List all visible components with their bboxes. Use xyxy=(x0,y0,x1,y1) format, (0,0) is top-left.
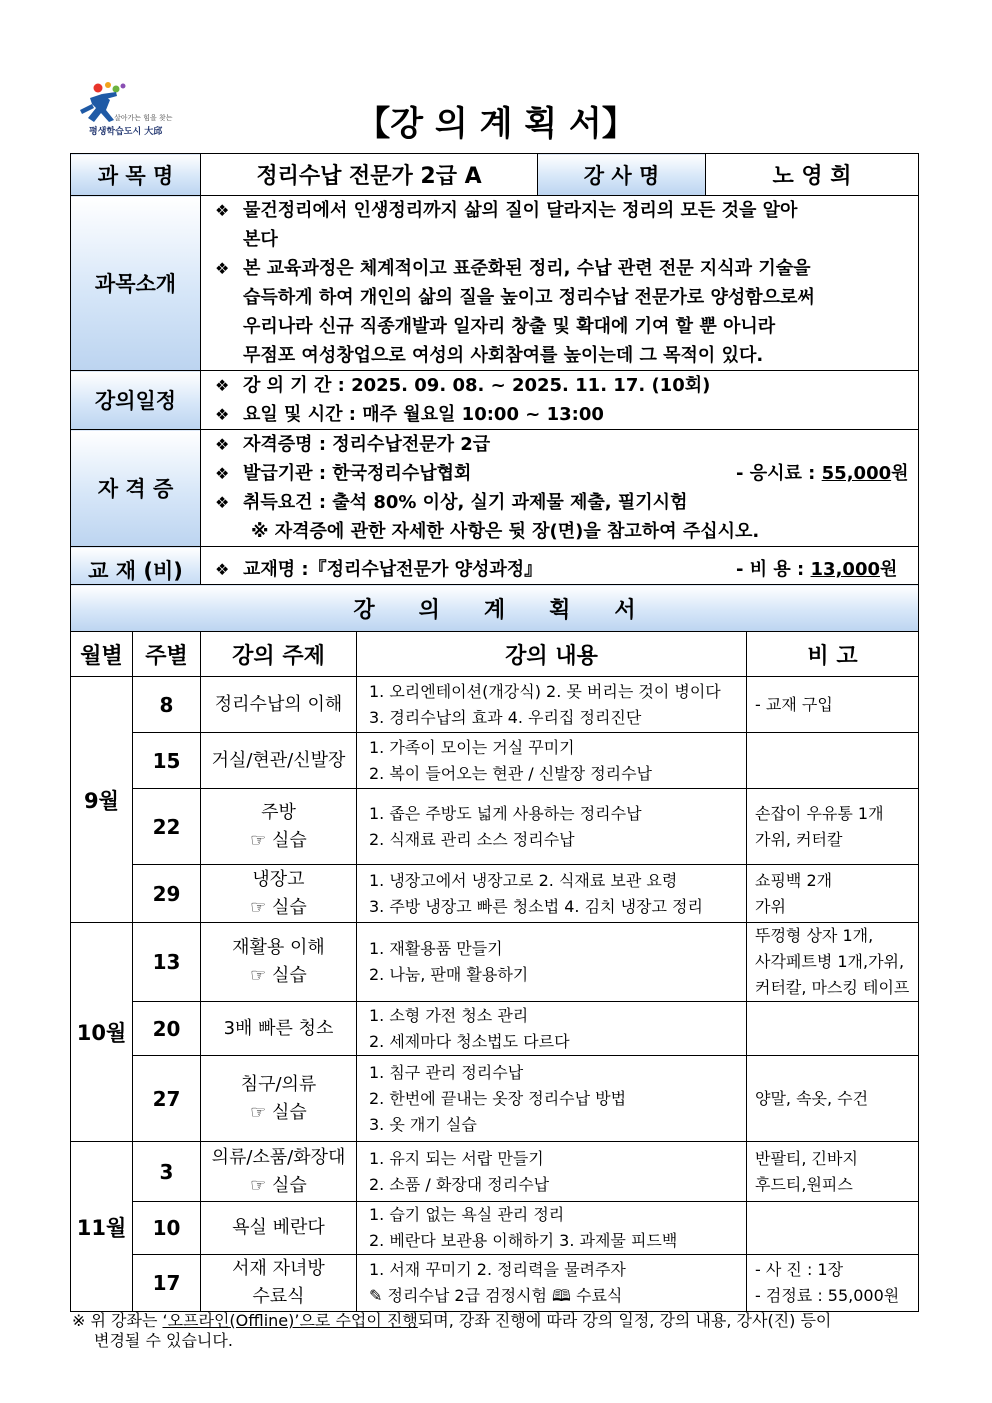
instructor-label: 강 사 명 xyxy=(538,154,706,196)
topic-cell xyxy=(201,865,357,923)
note-cell xyxy=(747,1056,919,1142)
note-line: 양말, 속옷, 수건 xyxy=(755,1088,869,1108)
content-line: 1. 냉장고에서 냉장고로 2. 식재료 보관 요령 xyxy=(369,870,678,890)
note-line: 후드티,원피스 xyxy=(755,1174,853,1194)
week-cell: 13 xyxy=(133,923,201,1002)
intro-line: 습득하게 하여 개인의 삶의 질을 높이고 정리수납 전문가로 양성함으로써 xyxy=(243,287,815,308)
topic-line: 냉장고 xyxy=(252,868,305,890)
content-line: 2. 베란다 보관용 이해하기 3. 과제물 피드백 xyxy=(369,1231,678,1250)
note-line: 커터칼, 마스킹 테이프 xyxy=(755,978,910,997)
plan-body xyxy=(71,677,919,1312)
week-cell: 10 xyxy=(133,1202,201,1255)
content-line: ✎ 정리수납 2급 검정시험 🕮 수료식 xyxy=(369,1286,623,1305)
content-line: 1. 좁은 주방도 넓게 사용하는 정리수납 xyxy=(369,803,642,823)
week-cell: 8 xyxy=(133,677,201,733)
table-row xyxy=(71,1255,919,1312)
instructor-value: 노 영 희 xyxy=(706,154,919,196)
logo-name: 평생학습도시 大邱 xyxy=(89,127,163,137)
intro-line: 무점포 여성창업으로 여성의 사회참여를 높이는데 그 목적이 있다. xyxy=(243,345,764,366)
note-cell xyxy=(747,1202,919,1255)
plan-table xyxy=(70,584,919,1312)
month-cell: 10월 xyxy=(71,923,133,1142)
content-line: 3. 경리수납의 효과 4. 우리집 정리진단 xyxy=(369,707,642,727)
cert-line: ❖ 자격증명 : 정리수납전문가 2급 xyxy=(215,434,491,455)
note-line: 가위 xyxy=(755,896,786,916)
table-row xyxy=(71,1002,919,1056)
table-row xyxy=(71,923,919,1002)
cert-line: ❖ 취득요건 : 출석 80% 이상, 실기 과제물 제출, 필기시험 xyxy=(215,492,688,513)
week-cell: 22 xyxy=(133,789,201,865)
content-line: 1. 가족이 모이는 거실 꾸미기 xyxy=(369,737,575,757)
content-line: 2. 복이 들어오는 현관 / 신발장 정리수납 xyxy=(369,763,653,783)
table-row xyxy=(71,789,919,865)
content-cell xyxy=(357,677,747,733)
table-row xyxy=(71,865,919,923)
topic-line: 3배 빠른 청소 xyxy=(223,1017,334,1039)
topic-line: ☞ 실습 xyxy=(250,896,307,918)
intro-line: ❖ 본 교육과정은 체계적이고 표준화된 정리, 수납 관련 전문 지식과 기술을 xyxy=(215,258,811,279)
table-row xyxy=(71,1202,919,1255)
note-cell xyxy=(747,1142,919,1202)
topic-line: 욕실 베란다 xyxy=(232,1217,325,1238)
content-line: 2. 식재료 관리 소스 정리수납 xyxy=(369,829,575,849)
topic-cell xyxy=(201,733,357,789)
note-line: - 검정료 : 55,000원 xyxy=(755,1286,900,1305)
table-row xyxy=(71,1056,919,1142)
note-cell xyxy=(747,923,919,1002)
content-cell xyxy=(357,1002,747,1056)
content-cell xyxy=(357,1142,747,1202)
content-cell xyxy=(357,923,747,1002)
topic-line: 수료식 xyxy=(252,1286,305,1307)
note-line: - 교재 구입 xyxy=(755,694,833,714)
topic-line: ☞ 실습 xyxy=(250,1101,307,1123)
topic-cell xyxy=(201,1255,357,1312)
week-cell: 29 xyxy=(133,865,201,923)
topic-line: 서재 자녀방 xyxy=(232,1258,325,1279)
topic-cell xyxy=(201,1142,357,1202)
cert-note: ※ 자격증에 관한 자세한 사항은 뒷 장(면)을 참고하여 주십시오. xyxy=(251,521,760,542)
topic-cell xyxy=(201,789,357,865)
table-row xyxy=(71,733,919,789)
note-line: 사각페트병 1개,가위, xyxy=(755,952,905,971)
content-line: 1. 소형 가전 청소 관리 xyxy=(369,1005,529,1025)
content-line: 1. 유지 되는 서랍 만들기 xyxy=(369,1148,544,1168)
topic-line: 재활용 이해 xyxy=(232,937,325,958)
topic-line: 정리수납의 이해 xyxy=(214,693,343,715)
month-cell: 9월 xyxy=(71,677,133,923)
schedule-line: ❖ 강 의 기 간 : 2025. 09. 08. ~ 2025. 11. 17. (10회) xyxy=(215,375,711,396)
topic-cell xyxy=(201,1056,357,1142)
schedule-content xyxy=(201,371,919,430)
topic-cell xyxy=(201,1202,357,1255)
cert-content xyxy=(201,430,919,547)
content-line: 1. 습기 없는 욕실 관리 정리 xyxy=(369,1205,565,1224)
header-topic: 강의 주제 xyxy=(201,632,357,677)
header-week: 주별 xyxy=(133,632,201,677)
content-line: 1. 오리엔테이션(개강식) 2. 못 버리는 것이 병이다 xyxy=(369,681,721,701)
textbook-line: ❖ 교재명 :『정리수납전문가 양성과정』 - 비 용 : 13,000원 xyxy=(201,555,918,584)
page-title: 【강 의 계 획 서】 xyxy=(356,104,636,144)
note-cell xyxy=(747,677,919,733)
textbook-fee: - 비 용 : 13,000원 xyxy=(736,559,898,580)
content-line: 3. 옷 개기 실습 xyxy=(369,1114,477,1134)
note-cell xyxy=(747,865,919,923)
week-cell: 27 xyxy=(133,1056,201,1142)
intro-content xyxy=(201,196,919,371)
textbook-label: 교 재 (비) xyxy=(71,547,201,593)
intro-line: 우리나라 신규 직종개발과 일자리 창출 및 확대에 기여 할 뿐 아니라 xyxy=(243,316,776,337)
intro-line: ❖ 물건정리에서 인생정리까지 삶의 질이 달라지는 정리의 모든 것을 알아 xyxy=(215,200,798,221)
topic-line: 의류/소품/화장대 xyxy=(211,1146,346,1168)
topic-line: 침구/의류 xyxy=(240,1073,317,1095)
content-line: 2. 나눔, 판매 활용하기 xyxy=(369,965,529,984)
intro-label: 과목소개 xyxy=(71,196,201,371)
header-month: 월별 xyxy=(71,632,133,677)
week-cell: 3 xyxy=(133,1142,201,1202)
topic-cell xyxy=(201,677,357,733)
footer-note: ※ 위 강좌는 ‘오프라인(Offline)’으로 수업이 진행되며, 강좌 진행에 따라 강의 일정, 강의 내용, 강사(진) 등이 변경될 수 있습니다. xyxy=(72,1311,832,1350)
note-line: 손잡이 우유통 1개 xyxy=(755,803,884,823)
logo-tagline: 살아가는 힘을 찾는 xyxy=(114,114,173,122)
content-cell xyxy=(357,1255,747,1312)
content-cell xyxy=(357,1202,747,1255)
content-cell xyxy=(357,733,747,789)
topic-line: 주방 xyxy=(261,801,296,823)
content-line: 2. 세제마다 청소법도 다르다 xyxy=(369,1031,570,1051)
note-line: 가위, 커터칼 xyxy=(755,829,843,849)
content-line: 2. 한번에 끝내는 옷장 정리수납 방법 xyxy=(369,1088,627,1108)
content-line: 2. 소품 / 화장대 정리수납 xyxy=(369,1174,550,1194)
note-line: 쇼핑백 2개 xyxy=(755,870,833,890)
course-label: 과 목 명 xyxy=(71,154,201,196)
topic-line: ☞ 실습 xyxy=(250,829,307,851)
intro-line: 본다 xyxy=(243,229,278,250)
cert-label: 자 격 증 xyxy=(71,430,201,547)
schedule-label: 강의일정 xyxy=(71,371,201,430)
header-note: 비 고 xyxy=(747,632,919,677)
topic-line: ☞ 실습 xyxy=(250,1174,307,1196)
topic-line: ☞ 실습 xyxy=(250,965,307,986)
content-line: 1. 서재 꾸미기 2. 정리력을 물려주자 xyxy=(369,1260,626,1279)
table-row xyxy=(71,1142,919,1202)
topic-cell xyxy=(201,923,357,1002)
cert-fee: - 응시료 : 55,000원 xyxy=(736,463,909,484)
content-line: 1. 침구 관리 정리수납 xyxy=(369,1062,524,1082)
topic-line: 거실/현관/신발장 xyxy=(211,749,346,771)
week-cell: 17 xyxy=(133,1255,201,1312)
plan-title: 강의계획서 xyxy=(71,585,919,632)
month-cell: 11월 xyxy=(71,1142,133,1312)
week-cell: 20 xyxy=(133,1002,201,1056)
note-cell xyxy=(747,733,919,789)
note-line: - 사 진 : 1장 xyxy=(755,1260,844,1279)
week-cell: 15 xyxy=(133,733,201,789)
topic-cell xyxy=(201,1002,357,1056)
content-cell xyxy=(357,1056,747,1142)
info-table xyxy=(70,153,919,593)
note-line: 뚜껑형 상자 1개, xyxy=(755,926,874,945)
content-line: 1. 재활용품 만들기 xyxy=(369,939,503,958)
note-cell xyxy=(747,1002,919,1056)
content-line: 3. 주방 냉장고 빠른 청소법 4. 김치 냉장고 정리 xyxy=(369,896,703,916)
header-content: 강의 내용 xyxy=(357,632,747,677)
note-line: 반팔티, 긴바지 xyxy=(755,1148,858,1168)
content-cell xyxy=(357,865,747,923)
table-row xyxy=(71,677,919,733)
cert-line: ❖ 발급기관 : 한국정리수납협회 - 응시료 : 55,000원 xyxy=(201,459,918,488)
note-cell xyxy=(747,789,919,865)
note-cell xyxy=(747,1255,919,1312)
schedule-line: ❖ 요일 및 시간 : 매주 월요일 10:00 ~ 13:00 xyxy=(215,404,604,425)
course-value: 정리수납 전문가 2급 A xyxy=(201,154,538,196)
content-cell xyxy=(357,789,747,865)
